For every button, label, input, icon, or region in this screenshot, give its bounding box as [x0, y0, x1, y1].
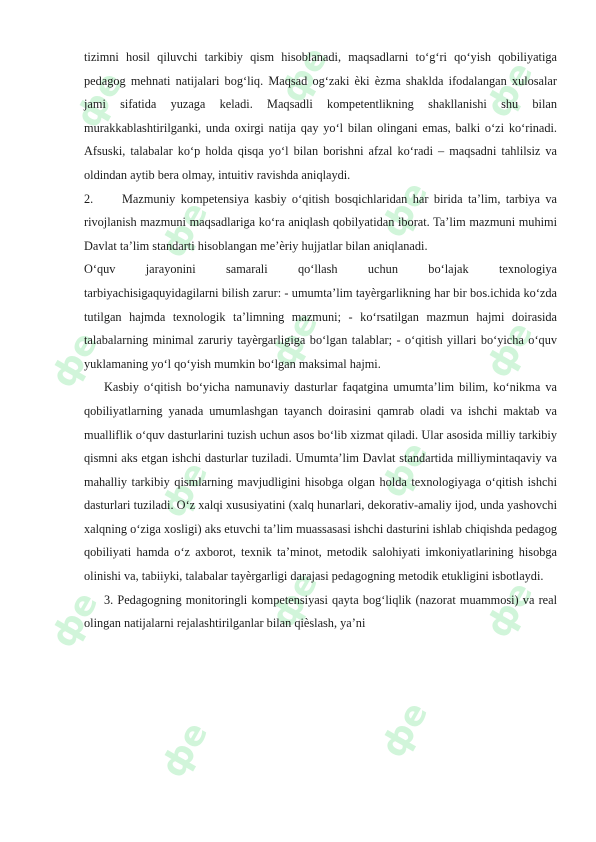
list-number-2: 2.	[84, 191, 94, 206]
watermark-mark: фе	[373, 695, 437, 765]
watermark-mark: фе	[43, 325, 107, 395]
watermark-mark: фе	[373, 175, 437, 245]
watermark-mark: фе	[153, 455, 217, 525]
paragraph-2	[84, 188, 557, 259]
watermark-mark: фе	[68, 65, 132, 135]
paragraph-4: Kasbiy o‘qitish bo‘yicha namunaviy dasturlar faqatgina umumta’lim bilim, ko‘nikma va qobiliyatlarning yanada umumlashgan tayanch doirasini qamrab oladi va ishchi maktab va mualliflik o‘quv dasturlarini tuzish uchun asos bo‘lib xizmat qiladi. Ular asosida milliy tarkibiy qismni aks etgan ishchi dasturlar tuziladi. Umumta’lim Davlat standartida milliymintaqaviy va mahalliy tarkibiy qismlarning mavjudligini hisobga olgan holda texnologiyaga o‘qitish ishchi dasturlari tuziladi. O‘z xalqi xususiyatini (xalq hunarlari, dekorativ-amaliy ijod, unda yashovchi xalqning o‘ziga xosligi) aks etuvchi ta’lim muassasasi ishchi dasturini ishlab chiqishda pedagog qobiliyati hamda o‘z axborot, texnik ta’minot, metodik salohiyati imkoniyatlarining hisobga olinishi va, tabiiyki, talabalar tayѐrgarligi darajasi pedagogning metodik etukligini isbotlaydi.	[84, 380, 557, 584]
watermark-mark: фе	[373, 435, 437, 505]
watermark-mark: фе	[478, 315, 542, 385]
paragraph-3: tarbiyachisigaquyidagilarni bilish zarur: - umumta’lim tayѐrgarlikning har bir bos.ichida ko‘zda tutilgan hajmda texnologik ta’limning mazmuni; - ko‘rsatilgan mazmun hajmi doirasida talabalarning minimal zaruriy tayѐrgarligiga bo‘lgan talablar; - o‘qitish yillari bo‘yicha o‘quv yuklamaning yo‘l qo‘yish mumkin bo‘lgan maksimal hajmi.	[84, 285, 557, 371]
watermark-mark: фе	[273, 40, 337, 110]
watermark-mark: фе	[263, 305, 327, 375]
paragraph-2-text: Mazmuniy kompetensiya kasbiy o‘qitish bosqichlaridan har birida ta’lim, tarbiya va rivojlanish mazmuni maqsadlariga ko‘ra aniqlash qobilyatidan iborat. Ta’lim mazmuni muhimi Davlat ta’lim standarti hisoblangan me’ѐriy hujjatlar bilan aniqlanadi.	[84, 191, 557, 253]
paragraph-5: 3. Pedagogning monitoringli kompetensiyasi qayta bog‘liqlik (nazorat muammosi) va real olingan natijalarni rejalashtirilganlar bilan qiѐslash, ya’ni	[84, 592, 557, 631]
watermark-mark: фе	[43, 585, 107, 655]
watermark-mark: фе	[153, 195, 217, 265]
watermark-mark: фе	[263, 565, 327, 635]
paragraph-1: tizimni hosil qiluvchi tarkibiy qism hisoblanadi, maqsadlarni to‘g‘ri qo‘yish qobiliyatiga pedagog mehnati natijalari bog‘liq. Maqsad og‘zaki ѐki ѐzma shaklda ifodalangan xulosalar jami sifatida yuzaga keladi. Maqsadli kompetentlikning shakllanishi shu bilan murakkablashtirilganki, unda oxirgi natija qay yo‘l bilan olingani emas, balki o‘zi ko‘rinadi. Afsuski, talabalar ko‘p holda qisqa yo‘l bilan borishni afzal ko‘radi – maqsadni tahlilsiz va oldindan aytib bera olmay, intuitiv ravishda aniqlaydi.	[84, 50, 557, 182]
watermark-mark: фе	[478, 55, 542, 125]
paragraph-3-first-line: O‘quv jarayonini samarali qo‘llash uchun bo‘lajak texnologiya	[84, 262, 557, 277]
document-body	[84, 46, 557, 636]
watermark-mark: фе	[478, 575, 542, 645]
watermark-mark: фе	[153, 715, 217, 785]
